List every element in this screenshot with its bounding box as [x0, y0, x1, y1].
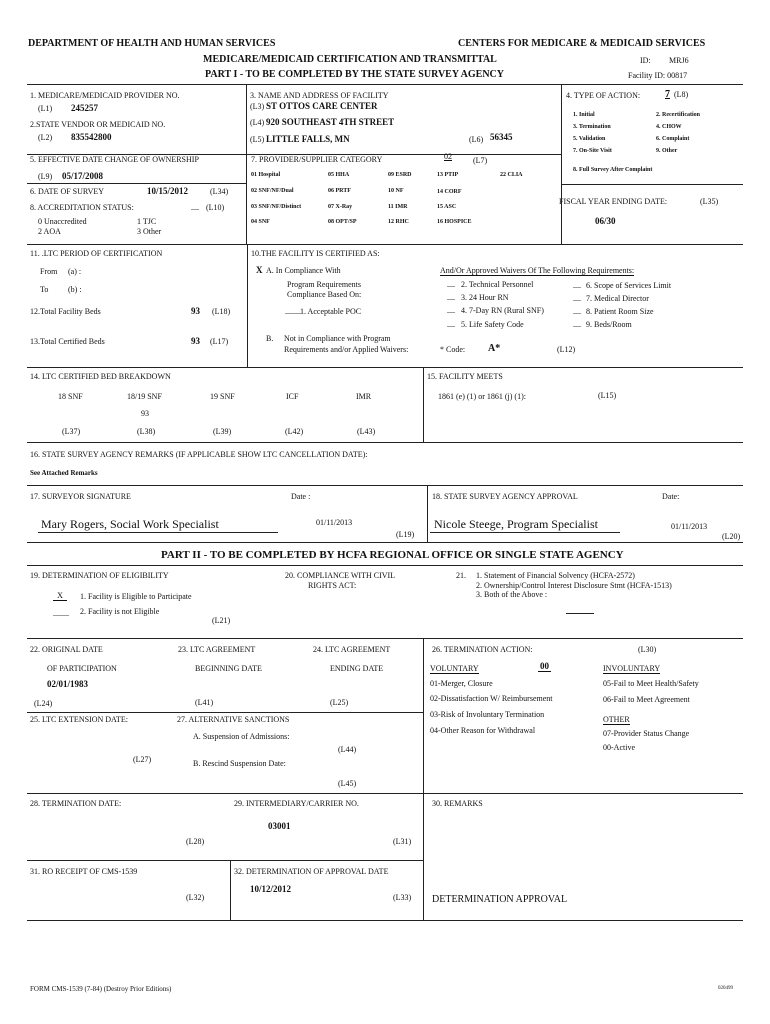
fiscal-label: FISCAL YEAR ENDING DATE: — [559, 197, 668, 206]
f23-label: 23. LTC AGREEMENT — [178, 645, 256, 654]
f29-code: (L31) — [393, 837, 412, 846]
f18-date-label: Date: — [662, 492, 680, 501]
f22-sub: OF PARTICIPATION — [47, 664, 117, 673]
f28-code: (L28) — [186, 837, 205, 846]
agency-approval-signature: Nicole Steege, Program Specialist — [434, 517, 598, 531]
waiver-blank-9: __ — [573, 319, 581, 328]
bed-1819snf-value: 93 — [141, 409, 149, 418]
cat-04: 04 SNF — [251, 219, 270, 225]
provider-number: 245257 — [71, 103, 98, 113]
facility-name: ST OTTOS CARE CENTER — [266, 101, 378, 111]
f8-blank: __ — [191, 202, 199, 211]
f23-code: (L41) — [195, 698, 214, 707]
f27-code-a: (L44) — [338, 745, 357, 754]
cat-08: 08 OPT/SP — [328, 219, 357, 225]
waiver-9: 9. Beds/Room — [586, 320, 632, 329]
surveyor-signature: Mary Rogers, Social Work Specialist — [41, 517, 219, 531]
term-reason-06: 06-Fail to Meet Agreement — [603, 695, 690, 704]
waiver-5: 5. Life Safety Code — [461, 320, 524, 329]
bed-col-icf: ICF — [286, 392, 299, 401]
action-type-value: 7 — [665, 89, 670, 100]
f7-label: 7. PROVIDER/SUPPLIER CATEGORY — [251, 155, 383, 164]
agency-remarks: See Attached Remarks — [30, 469, 98, 477]
code-value: A* — [488, 343, 501, 354]
f26-code: (L30) — [638, 645, 657, 654]
dept-title: DEPARTMENT OF HEALTH AND HUMAN SERVICES — [28, 38, 276, 49]
f24-label: 24. LTC AGREEMENT — [313, 645, 391, 654]
waiver-6: 6. Scope of Services Limit — [586, 281, 672, 290]
f19-blank2: ____ — [53, 608, 69, 617]
f26-label: 26. TERMINATION ACTION: — [432, 645, 533, 654]
f4-label: 4. TYPE OF ACTION: — [566, 91, 641, 100]
term-reason-05: 05-Fail to Meet Health/Safety — [603, 679, 699, 688]
f20-label-2: RIGHTS ACT: — [308, 581, 357, 590]
waiver-blank-5: __ — [447, 319, 455, 328]
waiver-blank-3: __ — [447, 292, 455, 301]
f10-pr1: Program Requirements — [287, 280, 361, 289]
accr-opt-3: 3 Other — [137, 227, 162, 236]
f1-label: 1. MEDICARE/MEDICAID PROVIDER NO. — [30, 91, 180, 100]
f8-label: 8. ACCREDITATION STATUS: — [30, 203, 134, 212]
f10-pr2: Compliance Based On: — [287, 290, 362, 299]
form-title: MEDICARE/MEDICAID CERTIFICATION AND TRANSMITTAL — [203, 54, 497, 65]
f32-label: 32. DETERMINATION OF APPROVAL DATE — [234, 867, 389, 876]
f1-code: (L1) — [38, 104, 53, 113]
f2-label: 2.STATE VENDOR OR MEDICAID NO. — [30, 120, 166, 129]
f3-code-l6: (L6) — [469, 135, 484, 144]
waiver-blank-8: __ — [573, 306, 581, 315]
waiver-blank-4: __ — [447, 305, 455, 314]
f17-label: 17. SURVEYOR SIGNATURE — [30, 492, 131, 501]
f19-opt1: 1. Facility is Eligible to Participate — [80, 592, 192, 601]
facility-id: Facility ID: 00817 — [628, 71, 688, 80]
f10-b2: Requirements and/or Applied Waivers: — [284, 345, 409, 354]
f11-label: 11. .LTC PERIOD OF CERTIFICATION — [30, 249, 163, 258]
term-reason-07: 07-Provider Status Change — [603, 729, 690, 738]
f6-code: (L34) — [210, 187, 229, 196]
f10-label: 10.THE FACILITY IS CERTIFIED AS: — [251, 249, 380, 258]
survey-date: 10/15/2012 — [147, 186, 189, 196]
f19-opt2: 2. Facility is not Eligible — [80, 607, 160, 616]
action-opt-7: 7. On-Site Visit — [573, 148, 612, 154]
cms-title: CENTERS FOR MEDICARE & MEDICAID SERVICES — [458, 38, 706, 49]
bed-code-l38: (L38) — [137, 427, 156, 436]
f27-label: 27. ALTERNATIVE SANCTIONS — [177, 715, 290, 724]
f15-text: 1861 (e) (1) or 1861 (j) (1): — [438, 392, 526, 401]
f17-date-label: Date : — [291, 492, 311, 501]
waiver-4: 4. 7-Day RN (Rural SNF) — [461, 306, 544, 315]
f20-label-1: 20. COMPLIANCE WITH CIVIL — [285, 571, 396, 580]
f22-label: 22. ORIGINAL DATE — [30, 645, 103, 654]
f19-label: 19. DETERMINATION OF ELIGIBILITY — [30, 571, 169, 580]
f31-label: 31. RO RECEIPT OF CMS-1539 — [30, 867, 138, 876]
f23-sub: BEGINNING DATE — [195, 664, 262, 673]
f27-code-b: (L45) — [338, 779, 357, 788]
f18-label: 18. STATE SURVEY AGENCY APPROVAL — [432, 492, 578, 501]
f2-code: (L2) — [38, 133, 53, 142]
eligible-mark: X — [53, 592, 67, 601]
f32-code: (L33) — [393, 893, 412, 902]
f5-code: (L9) — [38, 172, 53, 181]
cat-09: 09 ESRD — [388, 172, 412, 178]
f11-to-code: (b) : — [68, 285, 82, 294]
waivers-heading: And/Or Approved Waivers Of The Following Requirements: — [440, 266, 635, 275]
f11-to: To — [40, 285, 49, 294]
f4-code: (L8) — [674, 90, 689, 99]
f25-label: 25. LTC EXTENSION DATE: — [30, 715, 128, 724]
ownership-change-date: 05/17/2008 — [62, 171, 104, 181]
facility-city: LITTLE FALLS, MN — [266, 134, 350, 144]
f21-item1: 1. Statement of Financial Solvency (HCFA-2572) — [476, 571, 635, 580]
f7-code: (L7) — [473, 156, 488, 165]
f21-item3: 3. Both of the Above : — [476, 590, 548, 599]
vendor-number: 835542800 — [71, 132, 112, 142]
bed-col-1819snf: 18/19 SNF — [127, 392, 162, 401]
f29-label: 29. INTERMEDIARY/CARRIER NO. — [234, 799, 359, 808]
f24-sub: ENDING DATE — [330, 664, 384, 673]
waiver-blank-7: __ — [573, 293, 581, 302]
f13-code: (L17) — [210, 337, 229, 346]
part2-title: PART II - TO BE COMPLETED BY HCFA REGIONAL OFFICE OR SINGLE STATE AGENCY — [161, 549, 624, 561]
approval-date: 10/12/2012 — [250, 884, 292, 894]
fiscal-code: (L35) — [700, 197, 719, 206]
f12-label: 12.Total Facility Beds — [30, 307, 101, 316]
cat-14: 14 CORF — [437, 189, 462, 195]
cat-06: 06 PRTF — [328, 188, 351, 194]
f24-code: (L25) — [330, 698, 349, 707]
waiver-blank-2: __ — [447, 279, 455, 288]
bed-code-l37: (L37) — [62, 427, 81, 436]
f13-label: 13.Total Certified Beds — [30, 337, 105, 346]
f28-label: 28. TERMINATION DATE: — [30, 799, 122, 808]
code-label: * Code: — [440, 345, 466, 354]
cat-02: 02 SNF/NF/Dual — [251, 188, 294, 194]
waiver-8: 8. Patient Room Size — [586, 307, 654, 316]
form-code: 020499 — [718, 986, 733, 991]
action-opt-2: 2. Recertification — [656, 112, 700, 118]
bed-code-l43: (L43) — [357, 427, 376, 436]
f31-code: (L32) — [186, 893, 205, 902]
cat-22: 22 CLIA — [500, 172, 523, 178]
facility-street: 920 SOUTHEAST 4TH STREET — [266, 117, 395, 127]
cat-07: 07 X-Ray — [328, 204, 353, 210]
termination-value: 00 — [540, 661, 549, 671]
cat-12: 12 RHC — [388, 219, 409, 225]
waiver-2: 2. Technical Personnel — [461, 280, 534, 289]
voluntary-heading: VOLUNTARY — [430, 664, 479, 673]
remarks-text: DETERMINATION APPROVAL — [432, 894, 568, 905]
f17-code: (L19) — [396, 530, 415, 539]
f10-poc-blank: ____ — [285, 306, 301, 315]
f18-code: (L20) — [722, 532, 741, 541]
f3-code-l4: (L4) — [250, 118, 265, 127]
f16-label: 16. STATE SURVEY AGENCY REMARKS (IF APPLICABLE SHOW LTC CANCELLATION DATE): — [30, 450, 368, 459]
action-opt-3: 3. Termination — [573, 124, 611, 130]
cat-11: 11 IMR — [388, 204, 408, 210]
surveyor-date: 01/11/2013 — [316, 518, 353, 527]
term-reason-03: 03-Risk of Involuntary Termination — [430, 710, 545, 719]
bed-code-l39: (L39) — [213, 427, 232, 436]
term-reason-01: 01-Merger, Closure — [430, 679, 493, 688]
f15-code: (L15) — [598, 391, 617, 400]
provider-category-value: 02 — [444, 152, 452, 161]
bed-code-l42: (L42) — [285, 427, 304, 436]
form-number: FORM CMS-1539 (7-84) (Destroy Prior Editions) — [30, 985, 172, 993]
action-opt-9: 9. Other — [656, 148, 678, 154]
involuntary-heading: INVOLUNTARY — [603, 664, 661, 673]
f3-code-l5: (L5) — [250, 135, 265, 144]
f11-from-code: (a) : — [68, 267, 82, 276]
f15-label: 15. FACILITY MEETS — [427, 372, 503, 381]
fiscal-year-end: 06/30 — [595, 216, 616, 226]
waiver-3: 3. 24 Hour RN — [461, 293, 509, 302]
facility-zip: 56345 — [490, 132, 513, 142]
f27-b: B. Rescind Suspension Date: — [193, 759, 286, 768]
f21-item2: 2. Ownership/Control Interest Disclosure Stmt (HCFA-1513) — [476, 581, 672, 590]
bed-col-imr: IMR — [356, 392, 372, 401]
total-facility-beds: 93 — [191, 306, 200, 316]
f22-code: (L24) — [34, 699, 53, 708]
action-opt-8: 8. Full Survey After Complaint — [573, 167, 653, 173]
cat-03: 03 SNF/NF/Distinct — [251, 204, 302, 210]
agency-approval-date: 01/11/2013 — [671, 522, 708, 531]
id-label: ID: — [640, 56, 651, 65]
total-certified-beds: 93 — [191, 336, 200, 346]
f25-code: (L27) — [133, 755, 152, 764]
action-opt-6: 6. Complaint — [656, 136, 690, 142]
bed-col-19snf: 19 SNF — [210, 392, 235, 401]
id-value: MRJ6 — [669, 56, 689, 65]
f5-label: 5. EFFECTIVE DATE CHANGE OF OWNERSHIP — [30, 155, 199, 164]
f8-code: (L10) — [206, 203, 225, 212]
waiver-7: 7. Medical Director — [586, 294, 649, 303]
f10-a: A. In Compliance With — [266, 266, 341, 275]
f30-label: 30. REMARKS — [432, 799, 483, 808]
accr-opt-2: 2 AOA — [38, 227, 61, 236]
cat-05: 05 HHA — [328, 172, 350, 178]
code-ref: (L12) — [557, 345, 576, 354]
cat-16: 16 HOSPICE — [437, 219, 472, 225]
compliance-mark: X — [256, 265, 263, 275]
cat-13: 13 PTIP — [437, 172, 459, 178]
intermediary-number: 03001 — [268, 821, 291, 831]
f10-b1: Not in Compliance with Program — [284, 334, 391, 343]
action-opt-4: 4. CHOW — [656, 124, 682, 130]
bed-col-18snf: 18 SNF — [58, 392, 83, 401]
original-participation-date: 02/01/1983 — [47, 679, 89, 689]
f14-label: 14. LTC CERTIFIED BED BREAKDOWN — [30, 372, 171, 381]
f19-code: (L21) — [212, 616, 231, 625]
f10-poc: 1. Acceptable POC — [300, 307, 362, 316]
action-opt-1: 1. Initial — [573, 112, 595, 118]
f10-b: B. — [266, 334, 274, 343]
accr-opt-1: 1 TJC — [137, 217, 157, 226]
accr-opt-0: 0 Unaccredited — [38, 217, 87, 226]
f3-label: 3. NAME AND ADDRESS OF FACILITY — [250, 91, 389, 100]
cat-15: 15 ASC — [437, 204, 457, 210]
other-heading: OTHER — [603, 715, 630, 724]
term-reason-00: 00-Active — [603, 743, 635, 752]
f21-label: 21. — [456, 571, 466, 580]
cat-01: 01 Hospital — [251, 172, 281, 178]
f6-label: 6. DATE OF SURVEY — [30, 187, 105, 196]
term-reason-04: 04-Other Reason for Withdrawal — [430, 726, 536, 735]
cat-10: 10 NF — [388, 188, 404, 194]
f11-from: From — [40, 267, 58, 276]
f27-a: A. Suspension of Admissions: — [193, 732, 290, 741]
f3-code-l3: (L3) — [250, 102, 265, 111]
action-opt-5: 5. Validation — [573, 136, 606, 142]
term-reason-02: 02-Dissatisfaction W/ Reimbursement — [430, 694, 553, 703]
waiver-blank-6: __ — [573, 280, 581, 289]
f12-code: (L18) — [212, 307, 231, 316]
part1-title: PART I - TO BE COMPLETED BY THE STATE SURVEY AGENCY — [205, 69, 504, 80]
